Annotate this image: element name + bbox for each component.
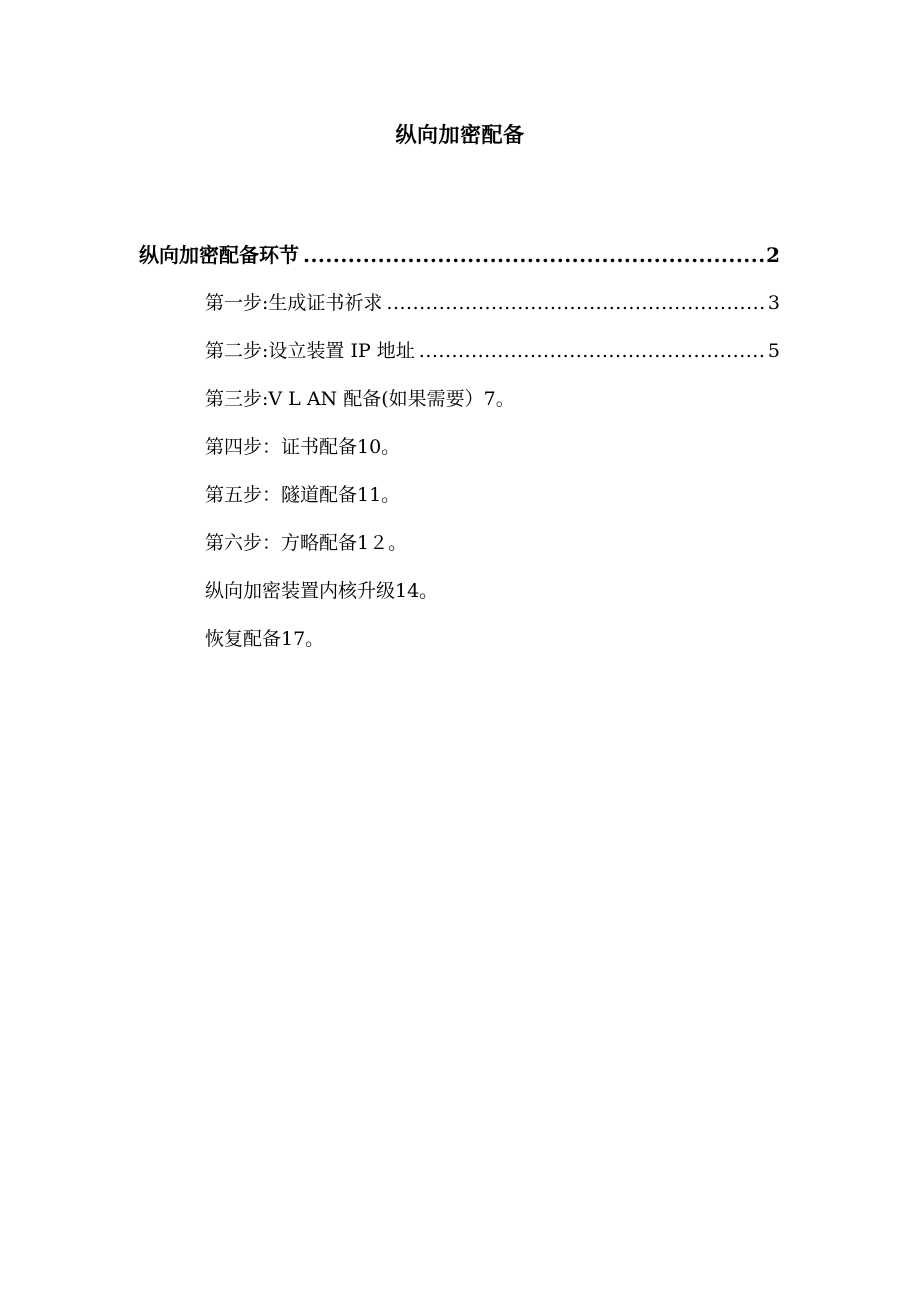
toc-page-number: 3 [767,292,780,314]
toc-page-number: 2 [766,243,780,267]
toc-entry-text: 第五步：隧道配备11。 [205,484,401,506]
toc-entry-step-2[interactable] [205,336,780,366]
toc-entry-text: 第三步:V L AN 配备(如果需要）7。 [205,388,515,410]
document-title: 纵向加密配备 [395,122,525,147]
toc-dot-leader [303,240,764,270]
toc-entry-step-1[interactable] [205,288,780,318]
toc-entry-step-6[interactable] [205,528,407,558]
toc-entry-text: 第六步：方略配备1２。 [205,532,408,554]
toc-entry-text: 第四步：证书配备10。 [205,436,401,458]
toc-entry-text: 恢复配备17。 [205,628,325,650]
toc-entry-text: 第一步:生成证书祈求 [205,292,383,314]
toc-dot-leader [386,288,766,318]
toc-entry-config-steps[interactable] [139,240,780,270]
toc-entry-step-3[interactable] [205,384,515,414]
toc-entry-step-5[interactable] [205,480,400,510]
toc-dot-leader [419,336,766,366]
toc-entry-text: 纵向加密装置内核升级14。 [205,580,439,602]
toc-entry-text: 纵向加密配备环节 [139,243,299,267]
toc-page-number: 5 [767,340,780,362]
toc-entry-restore-config[interactable] [205,624,324,654]
toc-entry-step-4[interactable] [205,432,400,462]
toc-entry-text: 第二步:设立装置 IP 地址 [205,340,415,362]
toc-entry-kernel-upgrade[interactable] [205,576,438,606]
